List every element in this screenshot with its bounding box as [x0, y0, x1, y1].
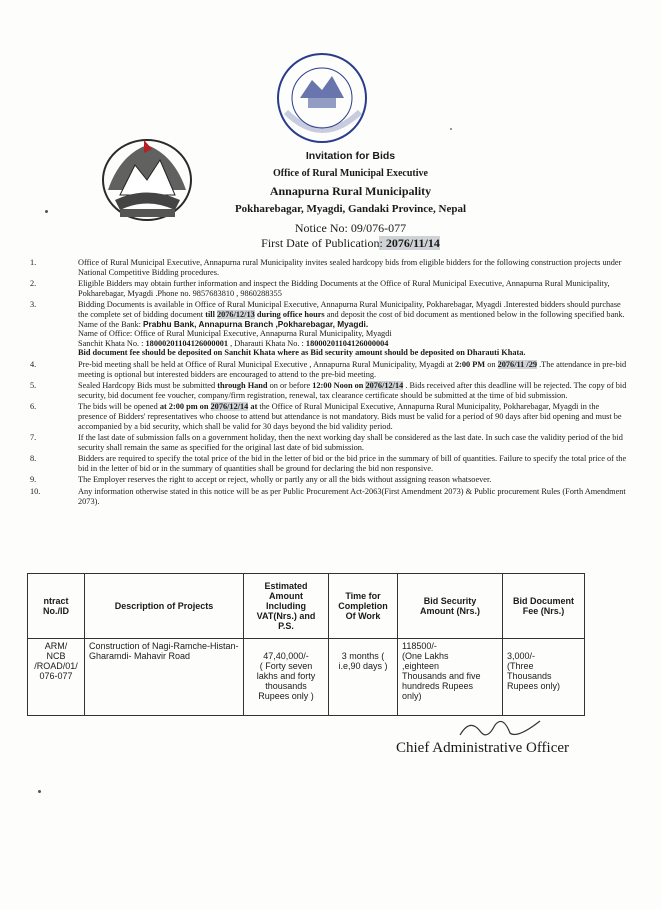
cell-estimated-amount: 47,40,000/- ( Forty seven lakhs and forty thousands Rupees only ): [244, 639, 329, 716]
table-row: [28, 639, 585, 716]
speck: [38, 790, 41, 793]
col-completion-time: Time for Completion Of Work: [329, 574, 398, 639]
list-item: 5. Sealed Hardcopy Bids must be submitted through Hand on or before 12:00 Noon on 2076/12/14 . Bids received after this deadline will be rejected. The copy of bid security, bid document fee voucher, company/firm registration, renewal, tax clearance certificate should be submitted at the time of bid submission.: [30, 381, 627, 400]
list-item: 4. Pre-bid meeting shall be held at Office of Rural Municipal Executive , Annapurna Rural Municipality, Myagdi at 2:00 PM on 2076/11 /29 .The attendance in pre-bid meeting is optional but interested bidders are encouraged to attend to the pre-bid meeting.: [30, 359, 627, 379]
list-item: 9. The Employer reserves the right to accept or reject, wholly or partly any or all the bids without assigning reason whatsoever.: [30, 475, 492, 485]
col-description: Description of Projects: [85, 574, 244, 639]
col-contract-id: ntract No./ID: [28, 574, 85, 639]
signature-scribble-icon: [455, 713, 545, 743]
publication-date: First Date of Publication: 2076/11/14: [261, 236, 440, 250]
cell-description: Construction of Nagi-Ramche-Histan- Gharamdi- Mahavir Road: [85, 639, 244, 716]
cell-bid-security: 118500/- (One Lakhs ,eighteen Thousands and five hundreds Rupees only): [398, 639, 503, 716]
signatory-title: Chief Administrative Officer: [396, 740, 570, 756]
list-item: 1. Office of Rural Municipal Executive, Annapurna rural Municipality invites sealed hardcopy bids from eligible bidders for the following construction projects under National Competitive Bidding procedures.: [30, 258, 622, 277]
notice-number: Notice No: 09/076-077: [294, 221, 407, 235]
list-item: 6. The bids will be opened at 2:00 pm on 2076/12/14 at the Office of Rural Municipal Executive, Annapurna Rural Municipality, Pokharebagar, Myagdi in the presence of Bidders' representatives who choose to attend but attendance is not mandatory. Bids must be valid for a period of 90 days after bid opening and must be accompanied by a bid security, which shall be valid for 30 days beyond the bid validity period.: [30, 402, 622, 431]
bids-table: [27, 573, 585, 716]
address: Pokharebagar, Myagdi, Gandaki Province, Nepal: [234, 203, 467, 215]
table-header-row: [28, 574, 585, 639]
municipality-seal-icon: [268, 52, 376, 148]
municipality-name: Annapurna Rural Municipality: [269, 184, 432, 198]
col-estimated-amount: Estimated Amount Including VAT(Nrs.) and P.S.: [244, 574, 329, 639]
office-name: Office of Rural Municipal Executive: [273, 168, 428, 179]
list-item: 2. Eligible Bidders may obtain further information and inspect the Bidding Documents at the Office of Rural Municipal Executive, Annapurna Rural Municipality, Pokharebagar, Myagdi .Phone no. 9857683810 , 9860288355: [30, 279, 610, 298]
col-bid-security: Bid Security Amount (Nrs.): [398, 574, 503, 639]
list-item: 8. Bidders are required to specify the total price of the bid in the letter of bid or the bid price in the summary of bill of quantities. Failure to specify the total price of the bid in the letter of bid or in the summary of quantities shall be ground for declaring the bid non responsive.: [30, 454, 627, 473]
col-document-fee: Bid Document Fee (Nrs.): [503, 574, 585, 639]
cell-contract-id: ARM/ NCB /ROAD/01/ 076-077: [28, 639, 85, 716]
list-item: 10. Any information otherwise stated in this notice will be as per Public Procurement Act-2063(First Amendment 2073) & Public procurement Rules (Forth Amendment 2073).: [30, 487, 626, 506]
list-item: 3. Bidding Documents is available in Office of Rural Municipal Executive, Annapurna Rural Municipality, Pokharebagar, Myagdi .Interested bidders should purchase the complete set of bidding document till 2076/12/13 during office hours and deposit the cost of bid document as mentioned below in the following specified bank. Name of the Bank: Prabhu Bank, Annapurna Branch ,Pokharebagar, Myagdi. Name of Office: Office of Rural Municipal Executive, Annapurna Rural Municipality, Myagdi Sanchit Khata No. : 18000201104126000001 , Dharauti Khata No. : 18000201104126000004 Bid document fee should be deposited on Sanchit Khata where as Bid security amount should be deposited on Dharauti Khata.: [30, 300, 625, 358]
doc-title: Invitation for Bids: [305, 150, 396, 162]
notice-items: [30, 258, 630, 508]
speck: [450, 128, 452, 130]
cell-document-fee: 3,000/- (Three Thousands Rupees only): [503, 639, 585, 716]
list-item: 7. If the last date of submission falls on a government holiday, then the next working day shall be considered as the last date. In such case the validity period of the bid security shall remain the same as specified for the original last date of bid submission.: [30, 433, 623, 452]
cell-completion-time: 3 months ( i.e,90 days ): [329, 639, 398, 716]
